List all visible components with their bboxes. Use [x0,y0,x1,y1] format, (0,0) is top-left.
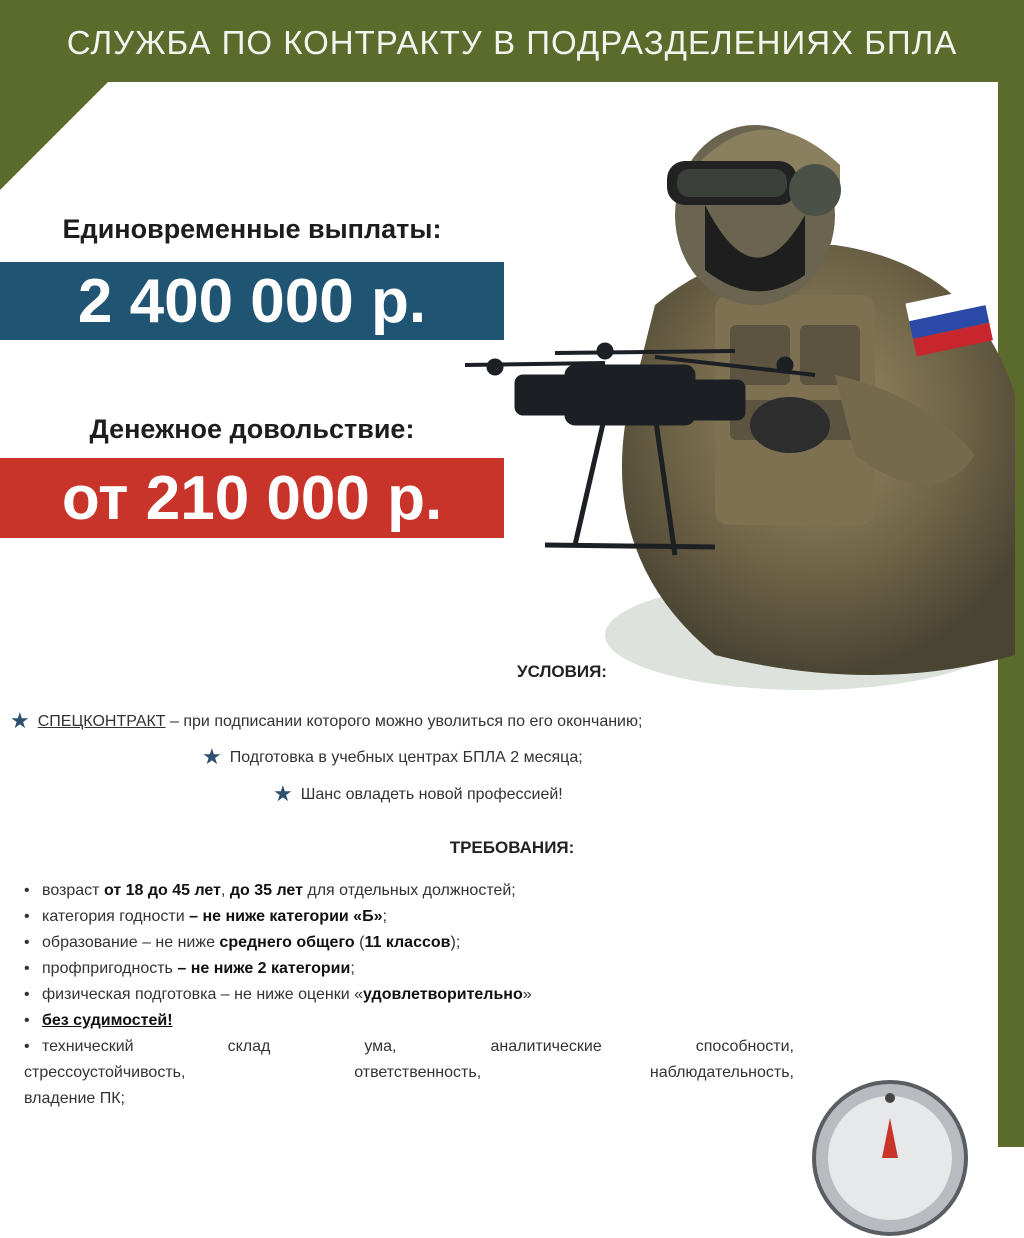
star-icon: ★ [10,708,30,733]
requirements-list [24,878,794,1112]
requirement-skills-line1: • технический склад ума, аналитические способности, [24,1038,794,1055]
condition-item: ★ Шанс овладеть новой профессией! [273,781,563,806]
requirement-skills-line2: стрессоустойчивость, ответственность, наблюдательность, [24,1064,794,1081]
special-contract-link[interactable]: СПЕЦКОНТРАКТ [37,713,166,730]
star-icon: ★ [202,744,222,769]
requirement-no-criminal-record: • без судимостей! [24,1012,173,1029]
condition-item: ★ СПЕЦКОНТРАКТ – при подписании которого можно уволиться по его окончанию; [10,708,643,733]
lump-sum-label: Единовременные выплаты: [62,214,442,244]
condition-item: ★ Подготовка в учебных центрах БПЛА 2 месяца; [202,744,583,769]
requirement-fitness-category: • категория годности – не ниже категории «Б»; [24,908,387,925]
requirement-professional-suitability: • профпригодность – не ниже 2 категории; [24,960,355,977]
requirement-physical-training: • физическая подготовка – не ниже оценки «удовлетворительно» [24,986,532,1003]
page-title: СЛУЖБА ПО КОНТРАКТУ В ПОДРАЗДЕЛЕНИЯХ БПЛА [66,24,958,61]
requirement-age: • возраст от 18 до 45 лет, до 35 лет для отдельных должностей; [24,882,516,899]
compass-icon [810,1078,970,1238]
salary-value: от 210 000 р. [0,458,504,538]
requirement-skills-line3: владение ПК; [24,1090,125,1107]
conditions-title: УСЛОВИЯ: [517,662,607,681]
star-icon: ★ [273,781,293,806]
lump-sum-value: 2 400 000 р. [0,262,504,340]
corner-decoration-left [0,82,108,190]
requirements-title: ТРЕБОВАНИЯ: [449,838,575,857]
requirement-education: • образование – не ниже среднего общего (11 классов); [24,934,461,951]
salary-label: Денежное довольствие: [89,414,415,444]
soldier-with-drone-illustration [455,95,1024,695]
